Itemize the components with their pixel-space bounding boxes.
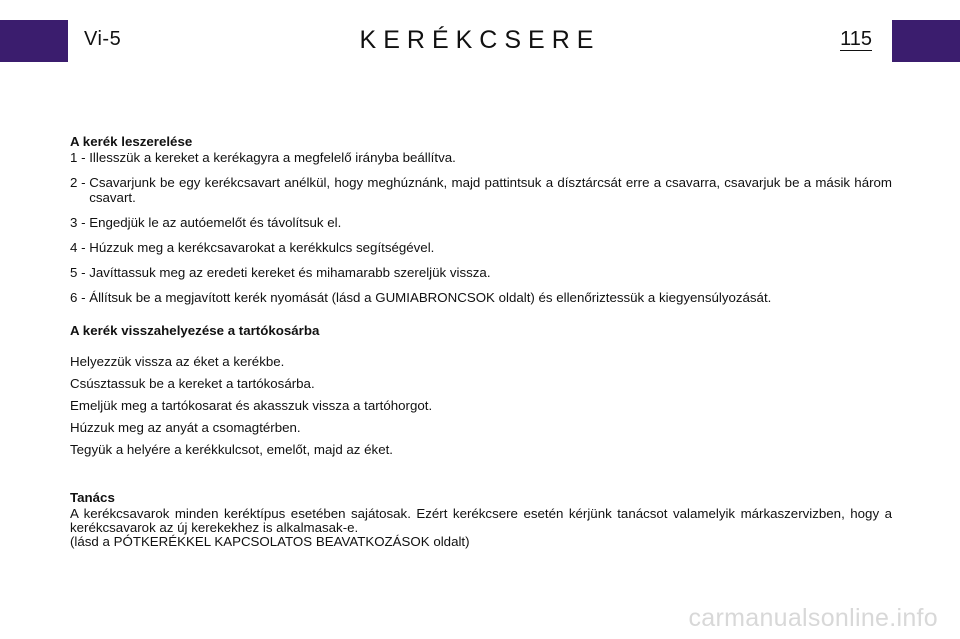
page-number: 115: [840, 28, 872, 50]
step-number: 3 -: [70, 215, 90, 230]
tip-text: A kerékcsavarok minden keréktípus esetében sajátosak. Ezért kerékcsere esetén kérjünk tanácsot valamelyik márkaszervizben, hogy a kerékcsavarok az új kerekekhez is alkalmasak-e.: [70, 506, 892, 535]
reinstall-instructions: [70, 354, 892, 457]
removal-step: [70, 175, 892, 205]
tip-heading: Tanács: [70, 490, 115, 505]
instruction-line: Helyezzük vissza az éket a kerékbe.: [70, 354, 285, 369]
removal-step: [70, 215, 892, 230]
instruction-line: Tegyük a helyére a kerékkulcsot, emelőt, majd az éket.: [70, 442, 393, 457]
step-number: 4 -: [70, 240, 90, 255]
section-code: Vi-5: [84, 28, 122, 50]
step-text: Csavarjunk be egy kerékcsavart anélkül, hogy meghúznánk, majd pattintsuk a dísztárcsát erre a csavarra, csavarjuk be a másik három csavart.: [89, 175, 892, 205]
reinstall-heading: A kerék visszahelyezése a tartókosárba: [70, 323, 320, 338]
step-number: 5 -: [70, 265, 90, 280]
step-number: 2 -: [70, 175, 90, 190]
instruction-line: Emeljük meg a tartókosarat és akasszuk vissza a tartóhorgot.: [70, 398, 433, 413]
removal-heading: A kerék leszerelése: [70, 134, 193, 149]
instruction-line: Húzzuk meg az anyát a csomagtérben.: [70, 420, 301, 435]
step-text: Illesszük a kereket a kerékagyra a megfelelő irányba beállítva.: [89, 150, 456, 165]
step-number: 6 -: [70, 290, 90, 305]
removal-step: [70, 150, 892, 165]
page-title: KERÉKCSERE: [359, 26, 601, 54]
step-text: Húzzuk meg a kerékcsavarokat a kerékkulcs segítségével.: [89, 240, 435, 255]
step-number: 1 -: [70, 150, 90, 165]
page-content: [70, 134, 892, 549]
tip-reference: (lásd a PÓTKERÉKKEL KAPCSOLATOS BEAVATKOZÁSOK oldalt): [70, 534, 470, 549]
removal-step: [70, 290, 892, 305]
step-text: Javíttassuk meg az eredeti kereket és mihamarabb szereljük vissza.: [89, 265, 491, 280]
step-text: Állítsuk be a megjavított kerék nyomását (lásd a GUMIABRONCSOK oldalt) és ellenőriztessük a kiegyensúlyozását.: [89, 290, 772, 305]
step-text: Engedjük le az autóemelőt és távolítsuk el.: [89, 215, 342, 230]
instruction-line: Csúsztassuk be a kereket a tartókosárba.: [70, 376, 315, 391]
removal-step: [70, 240, 892, 255]
removal-step: [70, 265, 892, 280]
watermark-text: carmanualsonline.info: [688, 604, 938, 632]
tip-block: [70, 507, 892, 549]
removal-steps: [70, 150, 892, 305]
